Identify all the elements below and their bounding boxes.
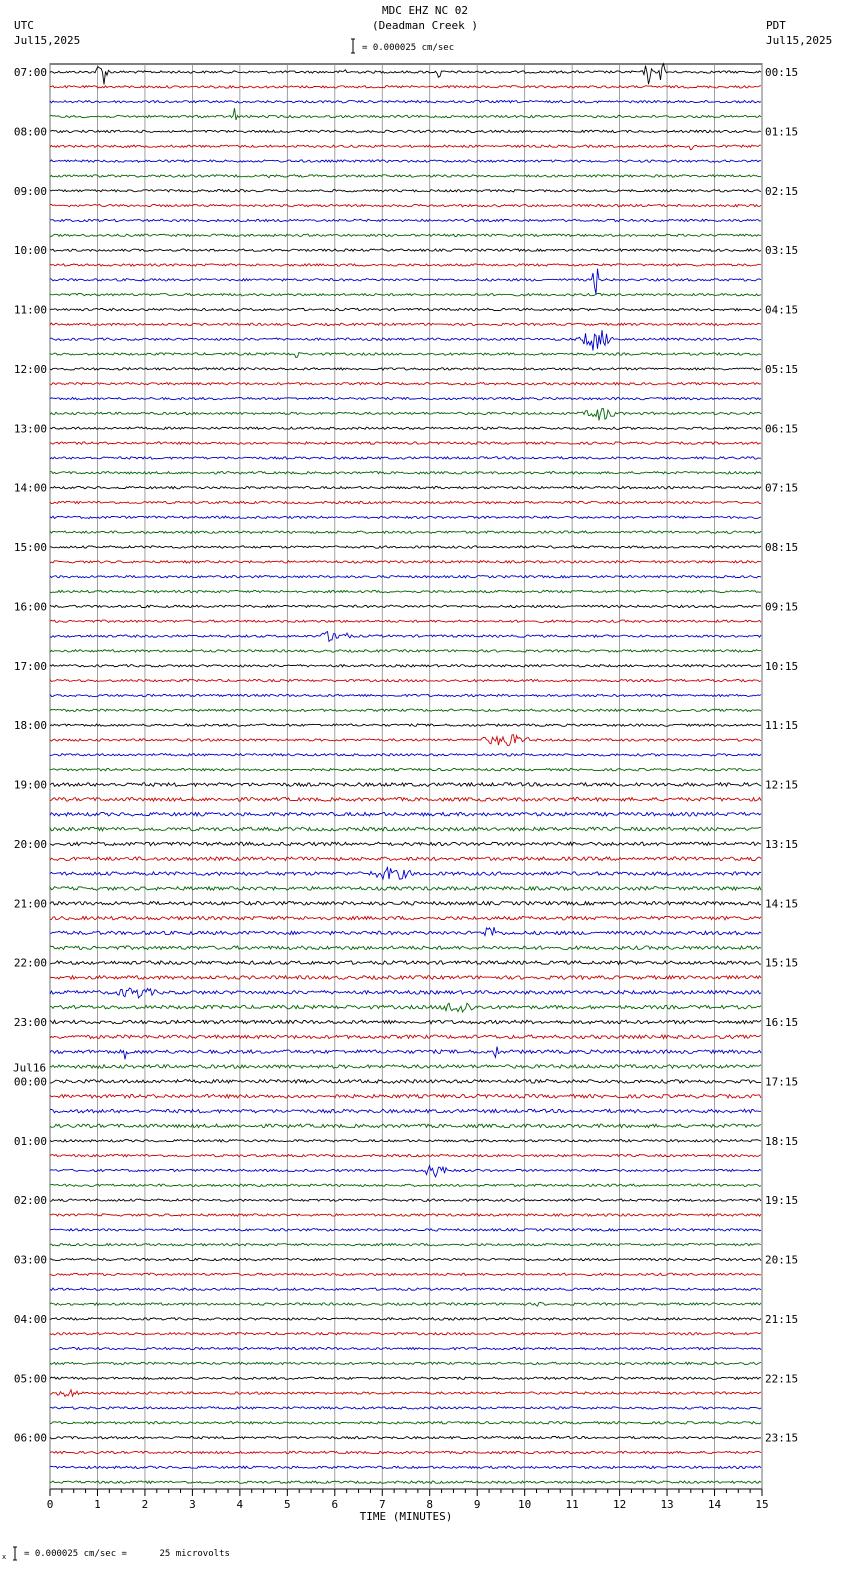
seismic-trace	[50, 1347, 761, 1349]
x-tick-label: 0	[46, 1498, 54, 1511]
seismic-trace	[50, 1229, 761, 1231]
seismic-trace	[50, 769, 761, 771]
x-tick-label: 10	[518, 1498, 532, 1511]
seismic-trace	[50, 783, 761, 787]
seismic-trace	[50, 961, 761, 965]
seismic-trace	[50, 1258, 761, 1260]
seismic-trace	[50, 857, 761, 861]
seismic-trace	[50, 546, 761, 548]
seismic-trace	[50, 1273, 761, 1275]
seismic-trace	[50, 86, 761, 88]
seismic-trace	[50, 145, 761, 150]
chart-title: MDC EHZ NC 02	[381, 4, 469, 17]
seismic-trace	[50, 160, 761, 162]
right-hour-label: 19:15	[765, 1194, 799, 1208]
seismic-trace	[50, 1466, 761, 1468]
seismic-trace	[50, 264, 761, 266]
left-hour-label: 15:00	[13, 541, 47, 554]
seismic-trace	[50, 175, 761, 178]
seismic-trace	[50, 501, 761, 503]
right-hour-label: 01:15	[765, 125, 799, 139]
right-hour-label: 16:15	[765, 1016, 799, 1029]
seismic-trace	[50, 605, 761, 607]
seismic-trace	[50, 927, 761, 935]
x-tick-label: 4	[236, 1498, 244, 1511]
seismic-trace	[50, 457, 761, 459]
seismic-trace	[50, 1199, 761, 1201]
seismic-trace	[50, 867, 761, 879]
seismic-trace	[50, 754, 761, 756]
seismic-trace	[50, 249, 761, 251]
x-tick-label: 12	[612, 1498, 627, 1511]
left-hour-label: 04:00	[13, 1312, 47, 1326]
right-hour-label: 18:15	[765, 1134, 799, 1148]
left-hour-label: 01:00	[13, 1134, 47, 1148]
seismic-trace	[50, 1333, 761, 1335]
left-hour-label: 18:00	[13, 719, 47, 733]
seismic-trace	[50, 709, 761, 711]
right-hour-label: 13:15	[765, 837, 799, 851]
seismic-trace	[50, 323, 761, 325]
x-axis-label: TIME (MINUTES)	[359, 1510, 453, 1523]
left-hour-label: 12:00	[13, 362, 47, 376]
seismic-trace	[50, 1302, 761, 1306]
left-hour-label: 22:00	[13, 956, 47, 970]
left-hour-label: 03:00	[13, 1253, 47, 1267]
seismic-trace	[50, 1047, 761, 1060]
seismic-trace	[50, 1003, 761, 1012]
left-hour-label: 16:00	[13, 600, 47, 614]
left-hour-label: 10:00	[13, 244, 47, 258]
left-hour-label: 20:00	[13, 837, 47, 851]
right-hour-label: 10:15	[765, 659, 799, 673]
left-hour-label: 17:00	[13, 659, 47, 673]
seismic-trace	[50, 353, 761, 358]
seismic-trace	[50, 1184, 761, 1186]
x-tick-label: 7	[378, 1498, 386, 1511]
left-hour-label: 09:00	[13, 184, 47, 198]
seismic-trace	[50, 442, 761, 444]
seismic-trace	[50, 946, 761, 950]
seismic-trace	[50, 269, 761, 295]
seismic-trace	[50, 308, 761, 310]
x-tick-label: 1	[94, 1498, 101, 1511]
seismic-trace	[50, 1244, 761, 1246]
seismic-trace	[50, 204, 761, 206]
left-hour-label: 05:00	[13, 1372, 47, 1386]
seismic-trace	[50, 1362, 761, 1364]
seismic-trace	[50, 812, 761, 816]
seismic-trace	[50, 1318, 761, 1320]
left-hour-label: 21:00	[13, 897, 47, 911]
right-hour-label: 11:15	[765, 719, 799, 733]
chart-subtitle: (Deadman Creek )	[372, 19, 478, 32]
seismic-trace	[50, 1035, 761, 1039]
seismic-trace	[50, 219, 761, 221]
seismic-trace	[50, 1407, 761, 1409]
seismic-trace	[50, 330, 761, 350]
x-tick-label: 8	[426, 1498, 434, 1511]
seismic-trace	[50, 1481, 761, 1483]
left-hour-label: 07:00	[13, 66, 47, 79]
seismic-trace	[50, 1094, 761, 1098]
x-tick-label: 6	[331, 1498, 339, 1511]
seismic-trace	[50, 472, 761, 474]
x-tick-label: 2	[141, 1498, 149, 1511]
seismic-trace	[50, 531, 761, 533]
x-tick-label: 15	[755, 1498, 769, 1511]
seismic-trace	[50, 516, 761, 518]
right-hour-label: 21:15	[765, 1312, 799, 1326]
right-timezone: PDT	[766, 19, 786, 32]
right-hour-label: 20:15	[765, 1253, 799, 1267]
seismic-trace	[50, 1166, 761, 1177]
seismic-trace	[50, 1080, 761, 1084]
seismic-trace	[50, 902, 761, 906]
right-hour-label: 23:15	[765, 1431, 799, 1445]
seismic-trace	[50, 916, 761, 920]
seismic-trace	[50, 427, 761, 429]
right-hour-label: 07:15	[765, 481, 799, 495]
right-hour-label: 03:15	[765, 244, 799, 258]
right-hour-label: 04:15	[765, 303, 799, 317]
seismic-trace	[50, 397, 761, 399]
left-hour-label: 14:00	[13, 481, 47, 495]
seismic-trace	[50, 1288, 761, 1290]
right-hour-label: 05:15	[765, 362, 799, 376]
left-hour-label: 13:00	[13, 422, 47, 436]
seismic-trace	[50, 486, 761, 488]
seismic-trace	[50, 976, 761, 980]
seismic-trace	[50, 665, 761, 667]
seismic-trace	[50, 1377, 761, 1379]
seismic-trace	[50, 620, 761, 622]
x-tick-label: 14	[707, 1498, 722, 1511]
seismic-trace	[50, 735, 761, 746]
right-hour-label: 09:15	[765, 600, 799, 614]
x-tick-label: 5	[284, 1498, 291, 1511]
seismic-trace	[50, 590, 761, 592]
footer-scale-note: = 0.000025 cm/sec = 25 microvolts	[24, 1549, 230, 1559]
left-hour-label: 06:00	[13, 1431, 47, 1445]
right-hour-label: 00:15	[765, 66, 799, 79]
seismic-trace	[50, 724, 761, 726]
right-hour-label: 06:15	[765, 422, 799, 436]
left-hour-label: 02:00	[13, 1194, 47, 1208]
seismic-trace	[50, 798, 761, 802]
left-timezone: UTC	[14, 19, 34, 32]
seismic-trace	[50, 1422, 761, 1424]
seismic-trace	[50, 1140, 761, 1142]
left-hour-label: 23:00	[13, 1016, 47, 1029]
seismic-trace	[50, 108, 761, 120]
left-hour-label: 08:00	[13, 125, 47, 139]
seismic-trace	[50, 561, 761, 563]
seismic-trace	[50, 1214, 761, 1216]
right-hour-label: 22:15	[765, 1372, 799, 1386]
x-tick-label: 11	[565, 1498, 579, 1511]
seismic-trace	[50, 1154, 761, 1156]
left-hour-label: 11:00	[13, 303, 47, 317]
x-tick-label: 3	[189, 1498, 196, 1511]
seismic-trace	[50, 190, 761, 192]
right-hour-label: 08:15	[765, 541, 799, 554]
seismic-trace	[50, 1436, 761, 1438]
seismic-trace	[50, 234, 761, 236]
right-hour-label: 14:15	[765, 897, 799, 911]
right-date: Jul15,2025	[766, 34, 833, 47]
seismic-trace	[50, 694, 761, 696]
seismic-trace	[50, 576, 761, 578]
seismic-trace	[50, 827, 761, 831]
seismic-trace	[50, 64, 761, 85]
seismic-trace	[50, 1020, 761, 1024]
seismic-trace	[50, 679, 761, 681]
seismic-trace	[50, 1451, 761, 1453]
left-date: Jul15,2025	[14, 34, 81, 47]
right-hour-label: 12:15	[765, 778, 799, 792]
seismic-trace	[50, 130, 761, 132]
footer-marker: x	[2, 1553, 7, 1561]
right-hour-label: 02:15	[765, 184, 799, 198]
seismic-trace	[50, 1390, 761, 1397]
left-hour-label: 00:00	[13, 1075, 47, 1089]
left-hour-label: 19:00	[13, 778, 47, 792]
right-hour-label: 15:15	[765, 956, 799, 970]
seismic-trace	[50, 1065, 761, 1069]
seismic-trace	[50, 1124, 761, 1128]
x-tick-label: 13	[660, 1498, 674, 1511]
right-hour-label: 17:15	[765, 1075, 799, 1089]
seismic-trace	[50, 632, 761, 642]
x-tick-label: 9	[473, 1498, 481, 1511]
seismic-trace	[50, 368, 761, 370]
seismic-trace	[50, 409, 761, 421]
seismic-trace	[50, 383, 761, 385]
seismic-trace	[50, 294, 761, 296]
seismic-trace	[50, 887, 761, 891]
seismic-trace	[50, 101, 761, 103]
seismic-trace	[50, 650, 761, 652]
seismic-trace	[50, 842, 761, 846]
seismic-trace	[50, 1109, 761, 1113]
scale-label: = 0.000025 cm/sec	[362, 43, 455, 53]
date-change-label: Jul16	[13, 1061, 47, 1075]
seismic-trace	[50, 988, 761, 998]
